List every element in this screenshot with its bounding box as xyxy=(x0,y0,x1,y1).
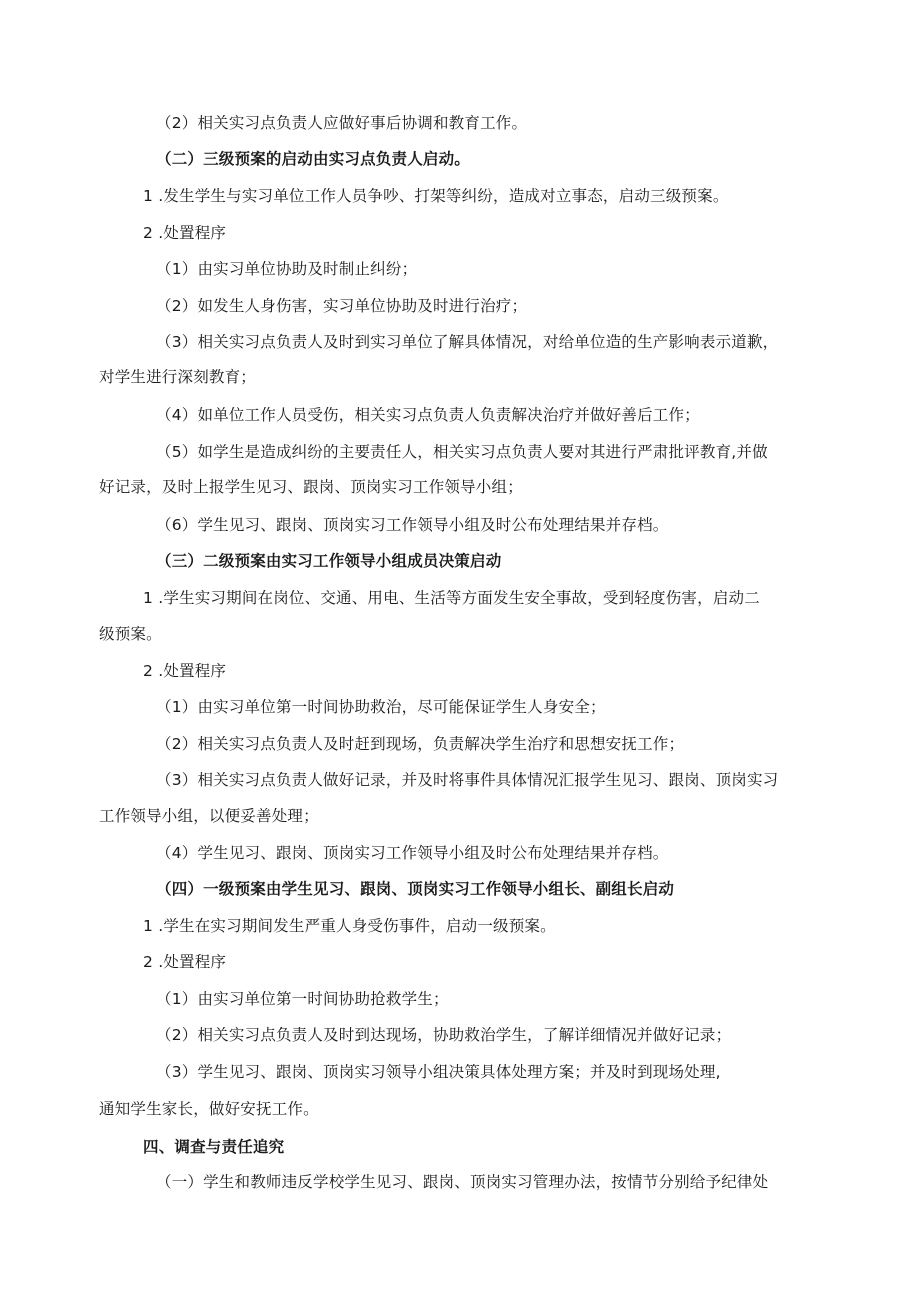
text-line: （一）学生和教师违反学校学生见习、跟岗、顶岗实习管理办法，按情节分别给予纪律处 xyxy=(156,1173,769,1191)
section-heading: （三）二级预案由实习工作领导小组成员决策启动 xyxy=(156,552,502,570)
section-heading: （四）一级预案由学生见习、跟岗、顶岗实习工作领导小组长、副组长启动 xyxy=(156,880,675,898)
text-line: 工作领导小组，以便妥善处理； xyxy=(99,807,319,825)
text-line: 1 .学生实习期间在岗位、交通、用电、生活等方面发生安全事故，受到轻度伤害，启动二 xyxy=(143,589,760,607)
text-line: （2）相关实习点负责人及时赶到现场，负责解决学生治疗和思想安抚工作； xyxy=(156,735,685,753)
text-line: 好记录，及时上报学生见习、跟岗、顶岗实习工作领导小组； xyxy=(99,478,523,496)
text-line: （3）相关实习点负责人及时到实习单位了解具体情况，对给单位造的生产影响表示道歉， xyxy=(156,333,779,351)
text-line: 1 .发生学生与实习单位工作人员争吵、打架等纠纷，造成对立事态，启动三级预案。 xyxy=(143,187,729,205)
text-line: 2 .处置程序 xyxy=(143,953,227,971)
text-line: 2 .处置程序 xyxy=(143,662,227,680)
text-line: （1）由实习单位第一时间协助救治，尽可能保证学生人身安全； xyxy=(156,698,606,716)
text-line: （6）学生见习、跟岗、顶岗实习工作领导小组及时公布处理结果并存档。 xyxy=(156,516,669,534)
text-line: （1）由实习单位协助及时制止纠纷； xyxy=(156,260,418,278)
text-line: （3）学生见习、跟岗、顶岗实习领导小组决策具体处理方案；并及时到现场处理, xyxy=(156,1063,721,1081)
text-line: （1）由实习单位第一时间协助抢救学生； xyxy=(156,990,449,1008)
text-line: 级预案。 xyxy=(99,625,162,643)
text-line: （2）如发生人身伤害，实习单位协助及时进行治疗； xyxy=(156,297,528,315)
text-line: （4）学生见习、跟岗、顶岗实习工作领导小组及时公布处理结果并存档。 xyxy=(156,844,669,862)
text-line: 2 .处置程序 xyxy=(143,224,227,242)
chapter-heading: 四、调查与责任追究 xyxy=(143,1138,285,1156)
text-line: （2）相关实习点负责人及时到达现场，协助救治学生，了解详细情况并做好记录； xyxy=(156,1026,732,1044)
text-line: （4）如单位工作人员受伤，相关实习点负责人负责解决治疗并做好善后工作； xyxy=(156,406,700,424)
text-line: （2）相关实习点负责人应做好事后协调和教育工作。 xyxy=(156,114,528,132)
section-heading: （二）三级预案的启动由实习点负责人启动。 xyxy=(156,150,471,168)
text-line: 通知学生家长，做好安抚工作。 xyxy=(99,1100,319,1118)
text-line: （5）如学生是造成纠纷的主要责任人，相关实习点负责人要对其进行严肃批评教育,并做 xyxy=(156,443,768,461)
text-line: 对学生进行深刻教育； xyxy=(99,368,257,386)
text-line: （3）相关实习点负责人做好记录，并及时将事件具体情况汇报学生见习、跟岗、顶岗实习 xyxy=(156,771,779,789)
text-line: 1 .学生在实习期间发生严重人身受伤事件，启动一级预案。 xyxy=(143,917,556,935)
